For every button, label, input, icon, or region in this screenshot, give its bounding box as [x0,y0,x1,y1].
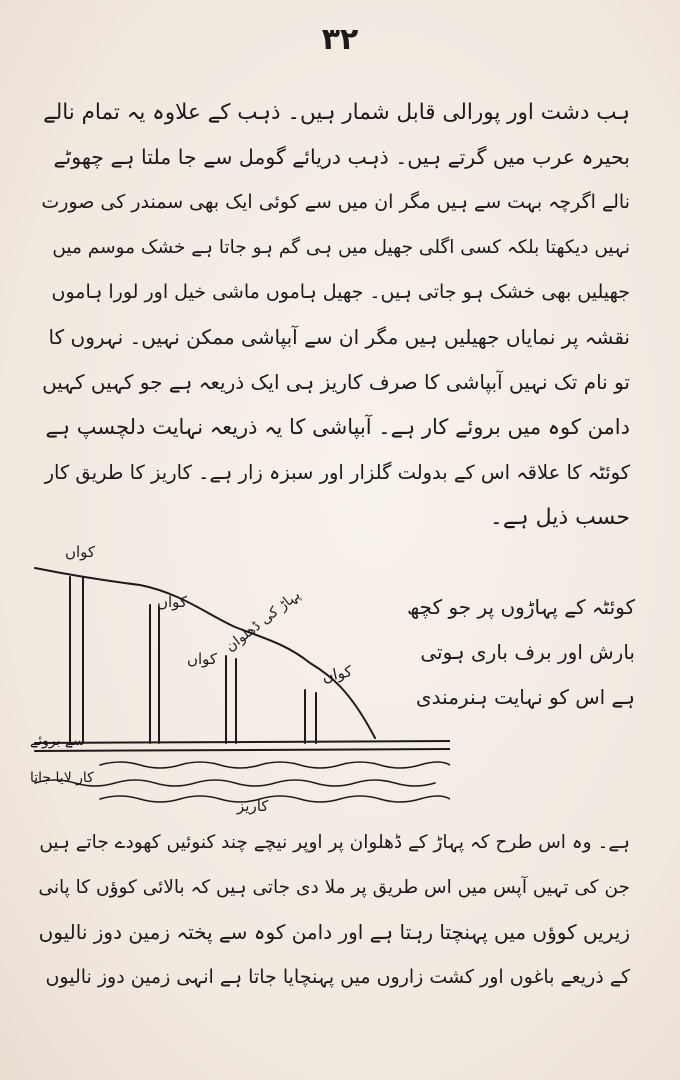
text-line: زیریں کوؤں میں پہنچتا رہتا ہے اور دامن کوہ سے پختہ زمین دوز نالیوں [38,920,630,944]
well-label-1: کواں [65,543,96,561]
page-number: ۳۲ [321,22,359,57]
text-line: جھیلیں بھی خشک ہو جاتی ہیں۔ جھیل ہاموں ماشی خیل اور لورا ہاموں [51,281,630,303]
text-line: نہیں دیکھتا بلکہ کسی اگلی جھیل میں ہی گم ہو جاتا ہے خشک موسم میں [52,237,630,258]
diagram-side-text [395,585,635,720]
flow-label-2: کار لایا جاتا [30,770,94,786]
ground-line-1 [35,741,450,743]
text-line: کے ذریعے باغوں اور کشت زاروں میں پہنچایا جاتا ہے انہی زمین دوز نالیوں [45,966,630,988]
paragraph-bottom [38,820,630,1000]
text-line: نقشہ پر نمایاں جھیلیں ہیں مگر ان سے آبپاشی ممکن نہیں۔ نہروں کا [48,325,630,349]
karez-label: کاریز [237,797,269,815]
text-line: ہب دشت اور پورالی قابل شمار ہیں۔ ذہب کے علاوہ یہ تمام نالے [43,100,630,125]
text-line: کوئٹہ کے پہاڑوں پر جو کچھ [407,595,635,619]
flow-label-1: سے بروئے [30,733,85,749]
well-label-4: کواں [320,662,354,686]
well-label-2: کواں [157,593,188,611]
text-line: بحیرہ عرب میں گرتے ہیں۔ ذہب دریائے گومل سے جا ملتا ہے چھوٹے [53,145,630,169]
ground-line-2 [35,749,450,751]
karez-diagram [30,535,450,820]
well-label-3: کواں [187,650,218,668]
underground-channel-wave-2 [35,780,435,786]
text-line: دامن کوہ میں بروئے کار ہے۔ آبپاشی کا یہ ذریعہ نہایت دلچسپ ہے [45,415,630,439]
text-line: ہے۔ وہ اس طرح کہ پہاڑ کے ڈھلوان پر اوپر نیچے چند کنوئیں کھودے جاتے ہیں [39,832,630,853]
underground-channel-wave-1 [100,762,450,768]
text-line: بارش اور برف باری ہوتی [420,640,635,664]
slope-label: پہاڑ کی ڈھلوان [222,586,304,656]
underground-channel-wave-3 [100,796,450,802]
text-line: ہے اس کو نہایت ہنرمندی [416,685,635,709]
text-line: جن کی تہیں آپس میں اس طریق پر ملا دی جاتی ہیں کہ بالائی کوؤں کا پانی [38,877,630,898]
text-line: حسب ذیل ہے۔ [489,505,630,530]
paragraph-top [40,90,630,540]
text-line: نالے اگرچہ بہت سے ہیں مگر ان میں سے کوئی ایک بھی سمندر کی صورت [41,191,630,213]
text-line: تو نام تک نہیں آبپاشی کا صرف کاریز ہی ایک ذریعہ ہے جو کہیں کہیں [42,370,630,394]
text-line: کوئٹہ کا علاقہ اس کے بدولت گلزار اور سبزہ زار ہے۔ کاریز کا طریق کار [44,461,630,484]
